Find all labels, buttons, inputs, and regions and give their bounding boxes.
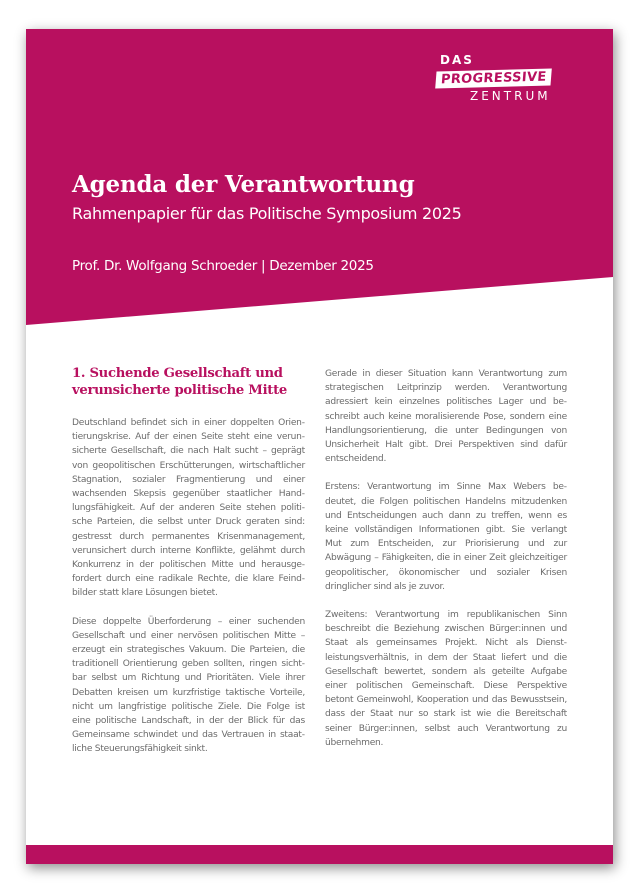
author-date-byline: Prof. Dr. Wolfgang Schroeder | Dezember 2025 [72, 258, 374, 274]
right-column [325, 367, 567, 764]
logo-line-zentrum: ZENTRUM [470, 89, 551, 103]
paragraph: Diese doppelte Überforderung – einer suchenden Gesellschaft und einer nervösen politischen Mitte – erzeugt ein strategisches Vakuum. Die Parteien, die traditionell Orientierung geben sollten, ringen sichtbar selbst um Richtung und Prioritäten. Viele ihrer Debatten kreisen um kurzfristige taktische Vorteile, nicht um langfristige politische Ziele. Die Folge ist eine politische Landschaft, in der der Blick für das Gemeinsame schwindet und das Vertrauen in staatliche Steuerungsfähigkeit sinkt. [72, 616, 305, 755]
logo-line-das: DAS [440, 53, 474, 67]
footer-band [26, 845, 613, 864]
document-subtitle: Rahmenpapier für das Politische Symposium 2025 [72, 204, 462, 223]
logo-line-progressive: PROGRESSIVE [435, 68, 552, 88]
section-heading: 1. Suchende Gesellschaft und verunsicherte politische Mitte [72, 366, 287, 398]
paragraph: Gerade in dieser Situation kann Verantwortung zum strategischen Leitprinzip werden. Verantwortung adressiert kein einzelnes politisches Lager und beschreibt auch keine moralisierende Pose, sondern eine Handlungsorientierung, die unter Bedingungen von Unsicherheit Halt gibt. Drei Perspektiven sind dafür entscheidend. [325, 369, 567, 465]
paragraph: Erstens: Verantwortung im Sinne Max Webers bedeutet, die Folgen politischen Handelns mitzudenken und Entscheidungen auch dann zu treffen, wenn es keine vollständigen Informationen gibt. Sie verlangt Mut zum Entscheiden, zur Priorisierung und zur Abwägung – Fähigkeiten, die in einer Zeit gleichzeitiger geopolitischer, ökonomischer und sozialer Krisen dringlicher sind als je zuvor. [325, 482, 567, 592]
document-page [26, 29, 613, 864]
paragraph: Deutschland befindet sich in einer doppelten Orientierungskrise. Auf der einen Seite steht eine verunsicherte Gesellschaft, die nach Halt sucht – geprägt von geopolitischen Erschütterungen, wirtschaftlicher Stagnation, sozialer Fragmentierung und einer wachsenden Skepsis gegenüber staatlicher Handlungsfähigkeit. Auf der anderen Seite stehen politische Parteien, die selbst unter Druck geraten sind: gestresst durch permanentes Krisenmanagement, verunsichert durch interne Konflikte, gelähmt durch Konkurrenz in der politischen Mitte und herausgefordert durch eine radikale Rechte, die klare Feindbilder statt klare Lösungen bietet. [72, 418, 305, 599]
left-column [72, 365, 305, 771]
paragraph: Zweitens: Verantwortung im republikanischen Sinn beschreibt die Beziehung zwischen Bürger:innen und Staat als gemeinsames Projekt. Nicht als Dienstleistungsverhältnis, in dem der Staat liefert und die Gesellschaft bewertet, sondern als geteilte Aufgabe einer politischen Gemeinschaft. Diese Perspektive betont Gemeinwohl, Kooperation und das Bewusstsein, dass der Staat nur so stark ist wie die Bereitschaft seiner Bürger:innen, selbst auch Verantwortung zu übernehmen. [325, 610, 567, 748]
logo [430, 53, 580, 103]
document-title: Agenda der Verantwortung [72, 171, 415, 198]
